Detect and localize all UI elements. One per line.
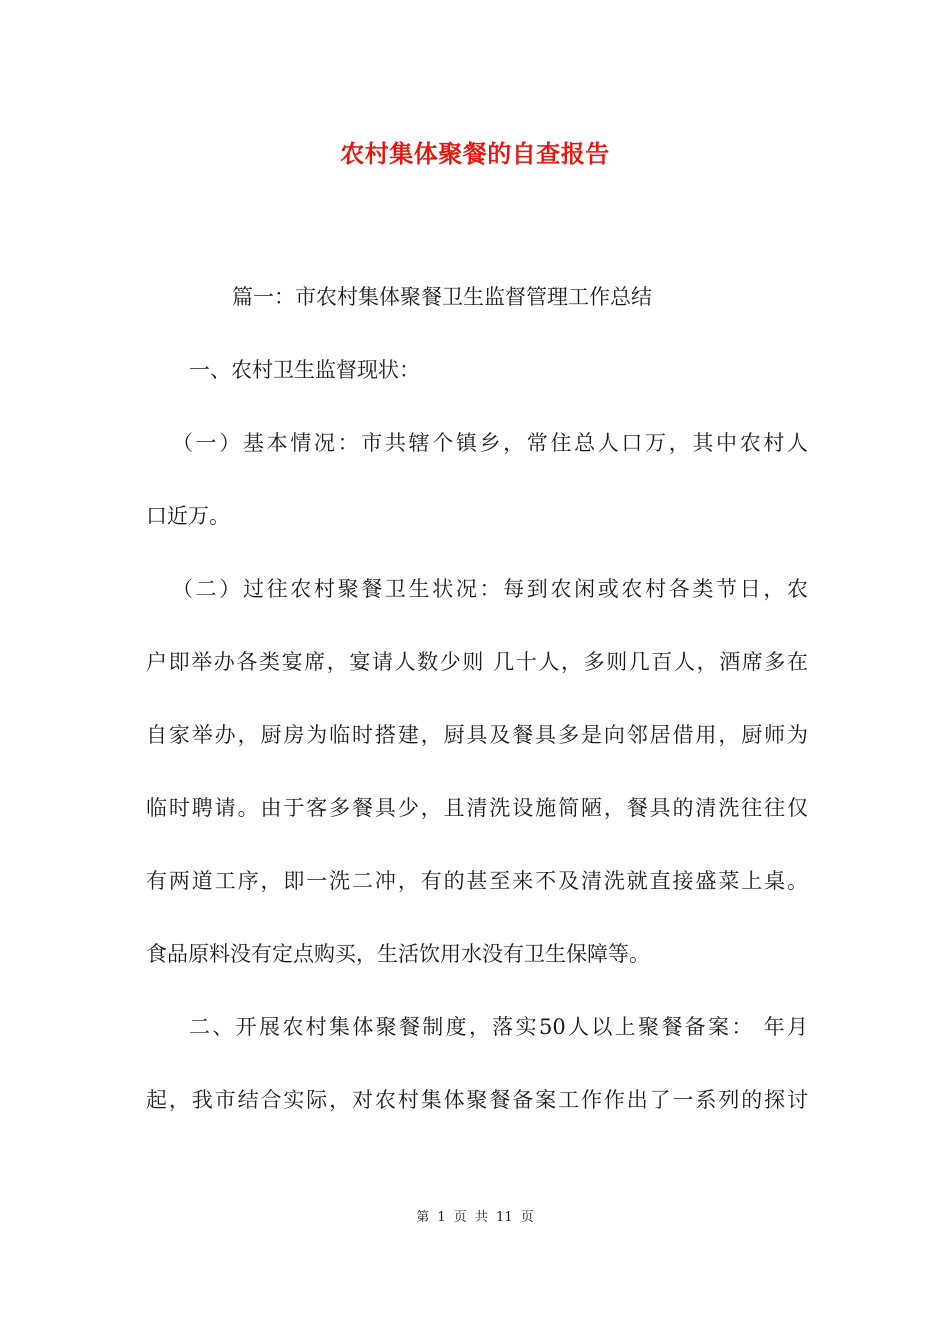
paragraph-line: 起，我市结合实际，对农村集体聚餐备案工作作出了一系列的探讨	[146, 1088, 808, 1112]
paragraph-line: 食品原料没有定点购买，生活饮用水没有卫生保障等。	[146, 942, 650, 966]
document-title: 农村集体聚餐的自查报告	[340, 139, 610, 168]
section-heading-part-one: 篇一：市农村集体聚餐卫生监督管理工作总结	[232, 285, 652, 309]
paragraph-line: 临时聘请。由于客多餐具少，且清洗设施简陋，餐具的清洗往往仅	[146, 796, 808, 820]
paragraph-line: （二）过往农村聚餐卫生状况：每到农闲或农村各类节日，农	[172, 577, 808, 601]
paragraph-line: 有两道工序，即一洗二冲，有的甚至来不及清洗就直接盛菜上桌。	[146, 869, 808, 893]
page-number-footer: 第 1 页 共 11 页	[416, 1210, 534, 1225]
paragraph-line: 户即举办各类宴席，宴请人数少则 几十人，多则几百人，酒席多在	[146, 650, 808, 674]
paragraph-line: 口近万。	[146, 504, 230, 528]
section-heading-one: 一、农村卫生监督现状：	[189, 358, 420, 382]
paragraph-line: （一）基本情况：市共辖个镇乡，常住总人口万，其中农村人	[172, 431, 808, 455]
paragraph-line: 二、开展农村集体聚餐制度，落实50人以上聚餐备案： 年月	[189, 1015, 808, 1039]
paragraph-line: 自家举办，厨房为临时搭建，厨具及餐具多是向邻居借用，厨师为	[146, 723, 808, 747]
